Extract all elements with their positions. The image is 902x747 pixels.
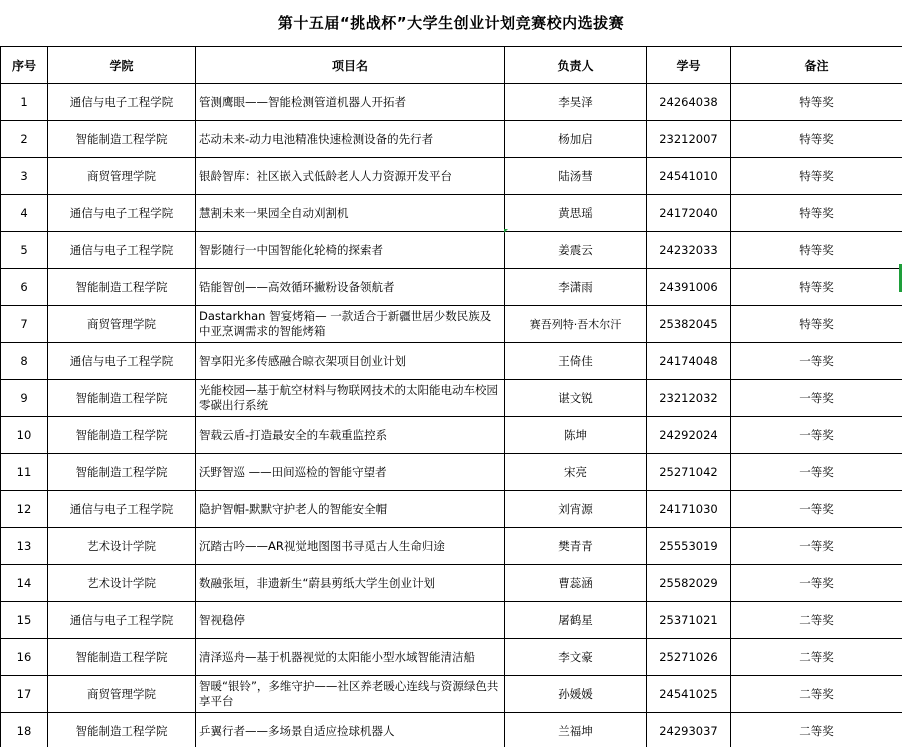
cell-project[interactable]: 沃野智巡 ——田间巡检的智能守望者 — [196, 454, 505, 491]
cell-student-id[interactable]: 24264038 — [647, 84, 731, 121]
cell-note[interactable]: 一等奖 — [731, 343, 902, 380]
cell-note[interactable]: 特等奖 — [731, 121, 902, 158]
cell-college[interactable]: 商贸管理学院 — [48, 158, 196, 195]
table-row — [1, 417, 902, 454]
cell-project[interactable]: 沉踏古吟——AR视觉地图图书寻觅古人生命归途 — [196, 528, 505, 565]
cell-project[interactable]: 慧割未来一果园全自动刈割机 — [196, 195, 505, 232]
cell-no[interactable]: 4 — [1, 195, 48, 232]
cell-college[interactable]: 智能制造工程学院 — [48, 454, 196, 491]
cell-project[interactable]: 智影随行一中国智能化轮椅的探索者 — [196, 232, 505, 269]
cell-no[interactable]: 18 — [1, 713, 48, 747]
table-row — [1, 602, 902, 639]
cell-no[interactable]: 8 — [1, 343, 48, 380]
cell-project[interactable]: 智暖“银铃”，多维守护——社区养老暖心连线与资源绿色共享平台 — [196, 676, 505, 713]
cell-leader[interactable]: 孙媛媛 — [505, 676, 647, 713]
cell-leader[interactable]: 屠鹤星 — [505, 602, 647, 639]
cell-note[interactable]: 特等奖 — [731, 195, 902, 232]
cell-project[interactable]: 智享阳光多传感融合晾衣架项目创业计划 — [196, 343, 505, 380]
cell-college[interactable]: 通信与电子工程学院 — [48, 602, 196, 639]
cell-college[interactable]: 艺术设计学院 — [48, 528, 196, 565]
header-project[interactable]: 项目名 — [196, 47, 505, 84]
cell-student-id[interactable]: 24172040 — [647, 195, 731, 232]
table-row — [1, 269, 902, 306]
cell-leader[interactable]: 黄思瑶 — [505, 195, 647, 232]
cell-project[interactable]: 乒翼行者——多场景自适应捡球机器人 — [196, 713, 505, 747]
cell-project[interactable]: Dastarkhan 智宴烤箱— 一款适合于新疆世居少数民族及中亚烹调需求的智能烤箱 — [196, 306, 505, 343]
cell-project[interactable]: 银龄智库：社区嵌入式低龄老人人力资源开发平台 — [196, 158, 505, 195]
table-row — [1, 195, 902, 232]
table-row — [1, 454, 902, 491]
header-leader[interactable]: 负责人 — [505, 47, 647, 84]
cell-student-id[interactable]: 25582029 — [647, 565, 731, 602]
cell-no[interactable]: 16 — [1, 639, 48, 676]
cell-college[interactable]: 通信与电子工程学院 — [48, 232, 196, 269]
cell-project[interactable]: 隐护智帽-默默守护老人的智能安全帽 — [196, 491, 505, 528]
cell-leader[interactable]: 宋亮 — [505, 454, 647, 491]
cell-leader[interactable]: 王倚佳 — [505, 343, 647, 380]
cell-leader[interactable]: 樊青青 — [505, 528, 647, 565]
table-row — [1, 491, 902, 528]
cell-project[interactable]: 锆能智创——高效循环撇粉设备领航者 — [196, 269, 505, 306]
cell-leader[interactable]: 李昊泽 — [505, 84, 647, 121]
cell-note[interactable]: 特等奖 — [731, 84, 902, 121]
cell-note[interactable]: 特等奖 — [731, 306, 902, 343]
cell-college[interactable]: 智能制造工程学院 — [48, 380, 196, 417]
table-row — [1, 528, 902, 565]
cell-no[interactable]: 17 — [1, 676, 48, 713]
cell-no[interactable]: 5 — [1, 232, 48, 269]
cell-student-id[interactable]: 24391006 — [647, 269, 731, 306]
table-row — [1, 84, 902, 121]
award-table — [0, 46, 902, 747]
cell-note[interactable]: 特等奖 — [731, 269, 902, 306]
cell-note[interactable]: 特等奖 — [731, 158, 902, 195]
cell-note[interactable]: 一等奖 — [731, 491, 902, 528]
sheet-title: 第十五届“挑战杯”大学生创业计划竞赛校内选拔赛 — [277, 14, 625, 32]
cell-no[interactable]: 14 — [1, 565, 48, 602]
table-row — [1, 306, 902, 343]
cell-note[interactable]: 一等奖 — [731, 528, 902, 565]
header-note[interactable]: 备注 — [731, 47, 902, 84]
cell-student-id[interactable]: 23212007 — [647, 121, 731, 158]
table-row — [1, 565, 902, 602]
cell-student-id[interactable]: 24171030 — [647, 491, 731, 528]
table-row — [1, 380, 902, 417]
cell-leader[interactable]: 李文豪 — [505, 639, 647, 676]
table-row — [1, 158, 902, 195]
cell-note[interactable]: 二等奖 — [731, 602, 902, 639]
cell-project[interactable]: 光能校园—基于航空材料与物联网技术的太阳能电动车校园零碳出行系统 — [196, 380, 505, 417]
cell-no[interactable]: 13 — [1, 528, 48, 565]
table-row — [1, 232, 902, 269]
cell-no[interactable]: 15 — [1, 602, 48, 639]
cell-no[interactable]: 12 — [1, 491, 48, 528]
cell-college[interactable]: 商贸管理学院 — [48, 676, 196, 713]
cell-project[interactable]: 清泽巡舟—基于机器视觉的太阳能小型水域智能清洁船 — [196, 639, 505, 676]
table-row — [1, 676, 902, 713]
cell-college[interactable]: 智能制造工程学院 — [48, 639, 196, 676]
cell-note[interactable]: 特等奖 — [731, 232, 902, 269]
cell-note[interactable]: 一等奖 — [731, 380, 902, 417]
header-college[interactable]: 学院 — [48, 47, 196, 84]
cell-no[interactable]: 11 — [1, 454, 48, 491]
cell-comment-marker — [504, 229, 508, 233]
table-row — [1, 713, 902, 747]
header-row — [1, 47, 902, 84]
cell-leader[interactable]: 谌文锐 — [505, 380, 647, 417]
header-student-id[interactable]: 学号 — [647, 47, 731, 84]
cell-student-id[interactable]: 24174048 — [647, 343, 731, 380]
cell-college[interactable]: 智能制造工程学院 — [48, 121, 196, 158]
cell-no[interactable]: 3 — [1, 158, 48, 195]
cell-no[interactable]: 2 — [1, 121, 48, 158]
cell-student-id[interactable]: 25271026 — [647, 639, 731, 676]
cell-college[interactable]: 商贸管理学院 — [48, 306, 196, 343]
cell-leader[interactable]: 陆汤彗 — [505, 158, 647, 195]
cell-leader[interactable]: 陈坤 — [505, 417, 647, 454]
cell-college[interactable]: 艺术设计学院 — [48, 565, 196, 602]
cell-college[interactable]: 通信与电子工程学院 — [48, 195, 196, 232]
cell-project[interactable]: 智载云盾-打造最安全的车载重监控系 — [196, 417, 505, 454]
cell-leader[interactable]: 曹蕊涵 — [505, 565, 647, 602]
cell-leader[interactable]: 兰福坤 — [505, 713, 647, 747]
cell-no[interactable]: 9 — [1, 380, 48, 417]
cell-project[interactable]: 数融张垣，非遗新生“蔚县剪纸大学生创业计划 — [196, 565, 505, 602]
table-row — [1, 639, 902, 676]
cell-college[interactable]: 通信与电子工程学院 — [48, 491, 196, 528]
cell-student-id[interactable]: 24232033 — [647, 232, 731, 269]
cell-no[interactable]: 1 — [1, 84, 48, 121]
cell-college[interactable]: 通信与电子工程学院 — [48, 84, 196, 121]
cell-project[interactable]: 智视稳停 — [196, 602, 505, 639]
cell-student-id[interactable]: 24292024 — [647, 417, 731, 454]
table-row — [1, 121, 902, 158]
cell-student-id[interactable]: 25371021 — [647, 602, 731, 639]
cell-note[interactable]: 一等奖 — [731, 454, 902, 491]
cell-project[interactable]: 管测鹰眼——智能检测管道机器人开拓者 — [196, 84, 505, 121]
cell-college[interactable]: 通信与电子工程学院 — [48, 343, 196, 380]
cell-no[interactable]: 7 — [1, 306, 48, 343]
cell-leader[interactable]: 姜震云 — [505, 232, 647, 269]
cell-leader[interactable]: 李潇雨 — [505, 269, 647, 306]
cell-leader[interactable]: 赛吾列特·吾木尔汗 — [505, 306, 647, 343]
cell-no[interactable]: 6 — [1, 269, 48, 306]
cell-leader[interactable]: 杨加启 — [505, 121, 647, 158]
table-row — [1, 343, 902, 380]
cell-no[interactable]: 10 — [1, 417, 48, 454]
cell-project[interactable]: 芯动未来-动力电池精准快速检测设备的先行者 — [196, 121, 505, 158]
cell-student-id[interactable]: 24541025 — [647, 676, 731, 713]
cell-college[interactable]: 智能制造工程学院 — [48, 269, 196, 306]
cell-student-id[interactable]: 25271042 — [647, 454, 731, 491]
cell-student-id[interactable]: 23212032 — [647, 380, 731, 417]
cell-note[interactable]: 一等奖 — [731, 417, 902, 454]
cell-note[interactable]: 二等奖 — [731, 639, 902, 676]
header-no[interactable]: 序号 — [1, 47, 48, 84]
cell-note[interactable]: 二等奖 — [731, 713, 902, 747]
cell-college[interactable]: 智能制造工程学院 — [48, 417, 196, 454]
cell-leader[interactable]: 刘宵源 — [505, 491, 647, 528]
cell-note[interactable]: 一等奖 — [731, 565, 902, 602]
cell-student-id[interactable]: 24293037 — [647, 713, 731, 747]
cell-college[interactable]: 智能制造工程学院 — [48, 713, 196, 747]
cell-student-id[interactable]: 25382045 — [647, 306, 731, 343]
cell-student-id[interactable]: 24541010 — [647, 158, 731, 195]
cell-student-id[interactable]: 25553019 — [647, 528, 731, 565]
cell-note[interactable]: 二等奖 — [731, 676, 902, 713]
